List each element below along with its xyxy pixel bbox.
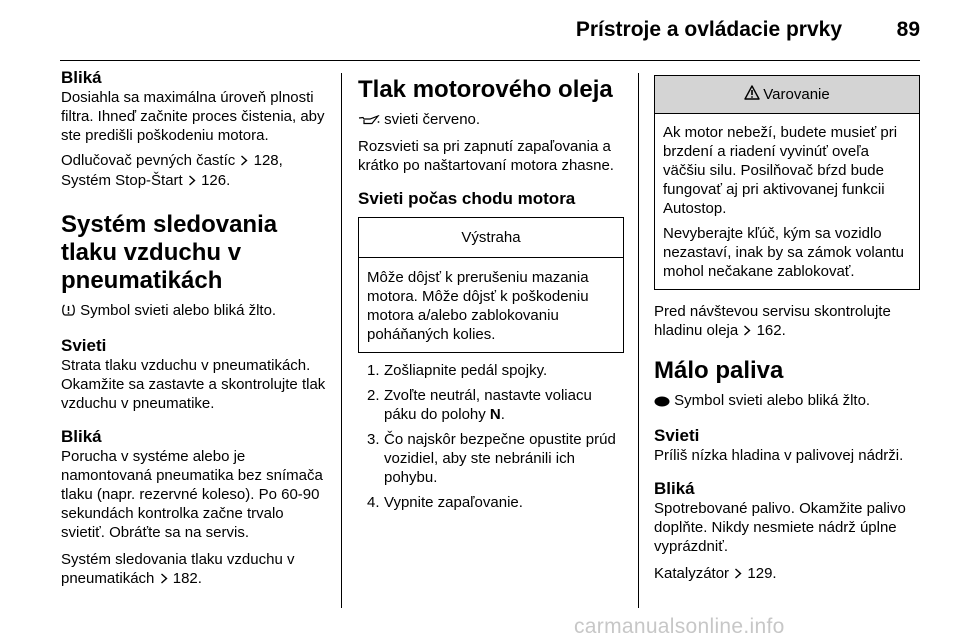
caution-box-body: [655, 114, 919, 289]
column-divider-1: [341, 73, 342, 608]
fuel-symbol-text: Symbol svieti alebo bliká žlto.: [674, 392, 871, 409]
caution-box-title: Varovanie: [763, 86, 830, 103]
page-header: [0, 0, 960, 62]
warning-triangle-icon: [744, 85, 760, 104]
reference-page: 129.: [747, 565, 777, 582]
svieti-text: Strata tlaku vzduchu v pneumatikách. Okamžite sa zastavte a skontrolujte tlak vzduchu v pneumatike.: [61, 357, 326, 412]
reference-tpms: [61, 550, 329, 589]
tire-symbol-text: Symbol svieti alebo bliká žlto.: [80, 302, 277, 319]
warning-box-text: Môže dôjsť k prerušeniu mazania motora. Môže dôjsť k poškodeniu motora a/alebo zablokovaniu poháňaných kolies.: [367, 269, 589, 343]
reference-catalyst: [654, 564, 924, 584]
reference-label: Katalyzátor: [654, 565, 730, 582]
oil-symbol-text: svieti červeno.: [384, 111, 481, 128]
header-rule: [60, 60, 920, 61]
reference-oil-level: [654, 302, 924, 341]
page-reference-arrow-icon: [743, 322, 751, 341]
reference-label: Systém Stop-Štart: [61, 172, 183, 189]
reference-page: 162.: [756, 322, 786, 339]
fuel-warning-icon: [654, 393, 670, 412]
blika-heading-2: Bliká: [61, 427, 102, 446]
caution-box: [654, 75, 920, 290]
column-1: [61, 68, 329, 589]
warning-box: [358, 217, 624, 353]
fuel-svieti-heading: Svieti: [654, 426, 700, 445]
list-item: 1. Zošliapnite pedál spojky.: [367, 362, 548, 379]
header-title: Prístroje a ovládacie prvky: [575, 18, 842, 41]
oil-intro-text: Rozsvieti sa pri zapnutí zapaľovania a krátko po naštartovaní motora zhasne.: [358, 138, 614, 174]
svieti-engine-running-heading: Svieti počas chodu motora: [358, 189, 576, 208]
caution-box-header: [655, 76, 919, 114]
tire-pressure-section-title: Systém sledovania tlaku vzduchu v pneumatikách: [61, 211, 278, 294]
fuel-blika-heading: Bliká: [654, 479, 695, 498]
blika-text-2: Porucha v systéme alebo je namontovaná pneumatika bez snímača tlaku (napr. rezervné koleso). Po 60-90 sekundách kontrolka začne trvalo svietiť. Obráťte sa na servis.: [61, 448, 323, 541]
blika-heading: Bliká: [61, 68, 102, 87]
reference-page: 126.: [201, 172, 231, 189]
page-reference-arrow-icon: [240, 152, 248, 171]
oil-pressure-section-title: Tlak motorového oleja: [358, 76, 613, 103]
warning-box-title: Výstraha: [359, 218, 623, 258]
page-reference-arrow-icon: [188, 172, 196, 191]
fuel-symbol-line: [654, 391, 924, 412]
page-number: 89: [896, 18, 920, 41]
caution-text-2: Nevyberajte kľúč, kým sa vozidlo nezastaví, inak by sa zámok volantu mohol nečakane zablokovať.: [663, 225, 904, 280]
oil-symbol-line: [358, 110, 626, 131]
fuel-blika-text: Spotrebované palivo. Okamžite palivo doplňte. Nikdy nesmiete nádrž úplne vyprázdniť.: [654, 500, 906, 555]
tire-pressure-warning-icon: [61, 303, 76, 322]
watermark: carmanualsonline.info: [574, 615, 785, 638]
reference-label: Pred návštevou servisu skontrolujte hladinu oleja: [654, 303, 891, 339]
fuel-svieti-text: Príliš nízka hladina v palivovej nádrži.: [654, 447, 904, 464]
list-item: 2. Zvoľte neutrál, nastavte voliacu páku do polohy N.: [367, 387, 592, 423]
list-item: 4. Vypnite zapaľovanie.: [367, 494, 523, 511]
reference-label: Odlučovač pevných častíc: [61, 152, 236, 169]
page-reference-arrow-icon: [734, 565, 742, 584]
low-fuel-section-title: Málo paliva: [654, 357, 784, 384]
caution-text-1: Ak motor nebeží, budete musieť pri brzdení a riadení vyvinúť oveľa väčšiu silu. Posilňovač bŕzd bude fungovať aj pri aktivovanej funkcii Autostop.: [663, 124, 898, 217]
oil-can-icon: [358, 112, 380, 131]
reference-page: 128,: [253, 152, 283, 169]
page-reference-arrow-icon: [160, 570, 168, 589]
reference-filter: [61, 151, 329, 191]
list-item: 3. Čo najskôr bezpečne opustite prúd vozidiel, aby ste nebránili ich pohybu.: [367, 431, 616, 486]
reference-page: 182.: [172, 570, 202, 587]
column-divider-2: [638, 73, 639, 608]
blika-text: Dosiahla sa maximálna úroveň plnosti filtra. Ihneď začnite proces čistenia, aby ste predišli poškodeniu motora.: [61, 89, 325, 144]
column-2: [358, 76, 626, 512]
tire-symbol-line: [61, 301, 329, 322]
svieti-heading: Svieti: [61, 336, 107, 355]
column-3: [654, 75, 924, 584]
steps-list: [358, 361, 626, 512]
reference-label: Systém sledovania tlaku vzduchu v pneumatikách: [61, 551, 295, 587]
